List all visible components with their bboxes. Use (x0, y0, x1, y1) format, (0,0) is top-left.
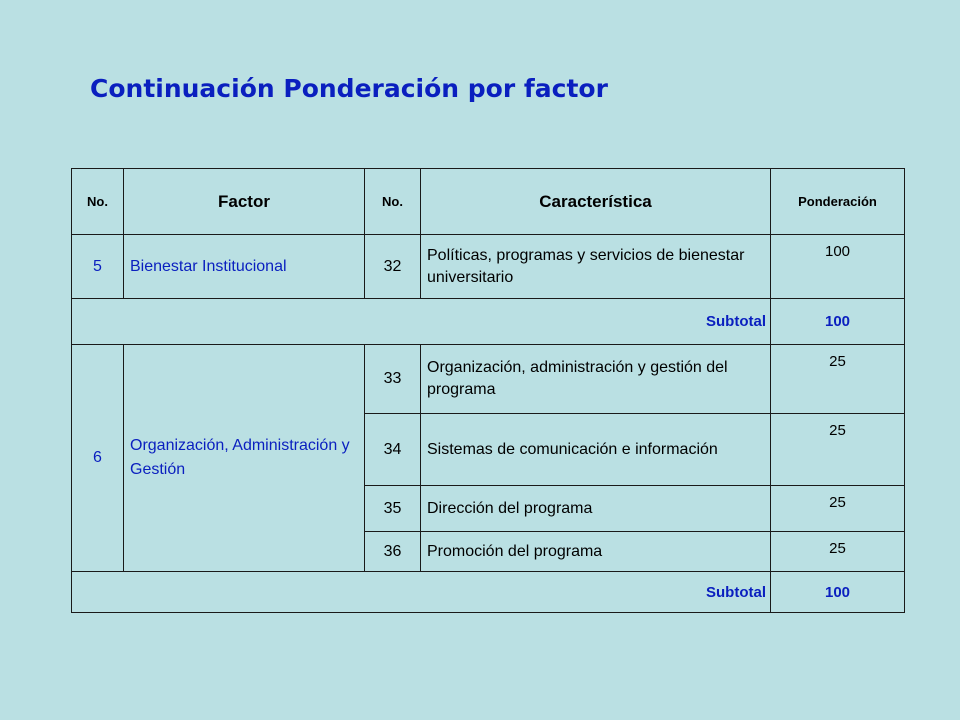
caracteristica-name: Políticas, programas y servicios de bienestar universitario (421, 235, 771, 299)
ponderacion-value: 25 (771, 532, 905, 572)
factor-name: Bienestar Institucional (124, 235, 365, 299)
header-factor: Factor (124, 169, 365, 235)
table-row (72, 235, 905, 299)
ponderacion-value: 100 (771, 235, 905, 299)
caracteristica-name: Promoción del programa (421, 532, 771, 572)
caracteristica-name: Sistemas de comunicación e información (421, 414, 771, 486)
subtotal-row (72, 572, 905, 613)
caracteristica-number: 36 (365, 532, 421, 572)
subtotal-label: Subtotal (72, 572, 771, 613)
page-title: Continuación Ponderación por factor (90, 74, 608, 103)
header-ponderacion: Ponderación (771, 169, 905, 235)
header-no-factor: No. (72, 169, 124, 235)
caracteristica-number: 35 (365, 486, 421, 532)
ponderacion-value: 25 (771, 345, 905, 414)
subtotal-value: 100 (771, 572, 905, 613)
caracteristica-number: 34 (365, 414, 421, 486)
ponderacion-table (71, 168, 905, 613)
subtotal-row (72, 299, 905, 345)
ponderacion-value: 25 (771, 486, 905, 532)
ponderacion-value: 25 (771, 414, 905, 486)
factor-number: 6 (72, 345, 124, 572)
caracteristica-number: 32 (365, 235, 421, 299)
table-row (72, 345, 905, 414)
factor-name: Organización, Administración y Gestión (124, 345, 365, 572)
header-caracteristica: Característica (421, 169, 771, 235)
table-header-row (72, 169, 905, 235)
caracteristica-name: Organización, administración y gestión del programa (421, 345, 771, 414)
subtotal-value: 100 (771, 299, 905, 345)
caracteristica-name: Dirección del programa (421, 486, 771, 532)
factor-number: 5 (72, 235, 124, 299)
header-no-caracteristica: No. (365, 169, 421, 235)
subtotal-label: Subtotal (72, 299, 771, 345)
caracteristica-number: 33 (365, 345, 421, 414)
